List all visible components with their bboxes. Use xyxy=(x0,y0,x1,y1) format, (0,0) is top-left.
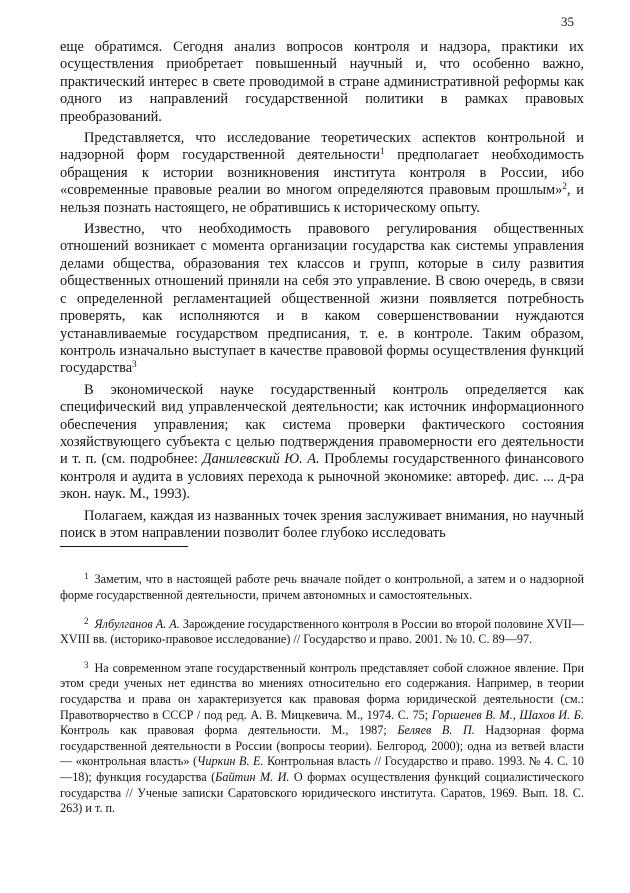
text-segment: предполагает необходимость обращения к истории возникновения института контроля в России, ибо «современные правовые реалии во многом определяются правовым прошлым» xyxy=(60,147,584,199)
footnote-number: 2 xyxy=(84,615,89,626)
paragraph xyxy=(60,221,584,378)
body-text xyxy=(60,39,584,542)
author-name: Чиркин В. Е. xyxy=(197,754,264,769)
text-segment: На современном этапе государственный контроль представляет собой сложное явление. При этом среди ученых нет единства во мнениях относительно его содержания. Например, в теории государства и права он характеризуется как правовая форма юридической деятельности (см.: Правотворчество в СССР / под ред. А. В. Мицкевича. М., 1974. С. 75; xyxy=(60,660,584,722)
paragraph xyxy=(60,508,584,543)
footnote xyxy=(60,658,584,817)
text-segment: Проблемы государственного финансового контроля и аудита в условиях перехода к рыночной экономике: автореф. дис. ... д-ра экон. наук. М., 1993). xyxy=(60,451,585,503)
text-segment: В экономической науке государственный контроль определяется как специфический вид управленческой деятельности; как источник информационного обеспечения управления; как система проверки фактического состояния хозяйствующего субъекта с целью подтверждения правомерности его деятельности и т. п. (см. подробнее: xyxy=(60,381,584,468)
text-segment: Надзорная форма государственной деятельности в России (вопросы теории). Белгород, 2000); одна из ветвей власти — «контрольная власть» ( xyxy=(60,723,584,769)
text-segment: еще обратимся. Сегодня анализ вопросов контроля и надзора, практики их осуществления приобретает повышенный научный и, что особенно важно, практический интерес в свете проводимой в стране административной реформы как одного из направлений государственной политики в рамках правовых преобразований. xyxy=(60,39,584,125)
text-segment: Контроль как правовая форма деятельности. М., 1987; xyxy=(60,723,398,738)
footnotes xyxy=(60,569,584,816)
footnote-number: 1 xyxy=(84,571,89,582)
paragraph xyxy=(60,130,584,217)
footnote-ref: 1 xyxy=(379,146,385,157)
author-name: Ялбулганов А. А. xyxy=(94,616,180,631)
text-segment: О формах осуществления функций социалистического государства // Ученые записки Саратовского юридического института. Саратов, 1969. Вып. 18. С. 263) и т. п. xyxy=(60,769,584,816)
text-segment: Контрольная власть // Государство и право. 1993. № 4. С. 10—18); функция государства ( xyxy=(60,754,584,784)
text-segment: , и нельзя познать настоящего, не обратившись к историческому опыту. xyxy=(60,182,584,216)
text-segment: Известно, что необходимость правового регулирования общественных отношений возникает с момента организации государства как системы управления делами общества, образования тех классов и групп, которые в силу развития общественных отношений приняли на себя это управление. В свою очередь, в связи с определенной регламентацией общественной жизни появляется потребность проверять, как исполняются и в каком совершенствовании нуждаются устанавливаемые государством предписания, т. е. в контроле. Таким образом, контроль изначально выступает в качестве правовой формы осуществления функций государства xyxy=(60,221,584,377)
text-segment: Полагаем, каждая из названных точек зрения заслуживает внимания, но научный поиск в этом направлении позволит более глубоко исследовать xyxy=(60,507,584,541)
paragraph xyxy=(60,39,584,126)
footnote xyxy=(60,614,584,648)
text-segment: Представляется, что исследование теоретических аспектов контрольной и надзорной форм государственной деятельности xyxy=(60,130,584,164)
paragraph xyxy=(60,382,584,504)
footnote-ref: 3 xyxy=(132,359,137,370)
author-name: Байтин М. И. xyxy=(215,769,290,784)
author-name: Беляев В. П. xyxy=(397,723,475,738)
footnote-number: 3 xyxy=(84,659,89,670)
footnote-divider xyxy=(60,546,188,547)
text-segment: Зарождение государственного контроля в России во второй половине XVII—XVIII вв. (историко-правовое исследование) // Государство и право. 2001. № 10. С. 89—97. xyxy=(60,616,584,647)
footnote xyxy=(60,569,584,603)
author-name: Горшенев В. М., Шахов И. Б. xyxy=(431,707,584,722)
text-segment: Заметим, что в настоящей работе речь вначале пойдет о контрольной, а затем и о надзорной форме государственной деятельности, причем автономных и самостоятельных. xyxy=(60,572,584,602)
footnote-ref: 2 xyxy=(562,181,567,192)
author-name: Данилевский Ю. А. xyxy=(202,451,320,468)
page-number: 35 xyxy=(561,14,574,29)
